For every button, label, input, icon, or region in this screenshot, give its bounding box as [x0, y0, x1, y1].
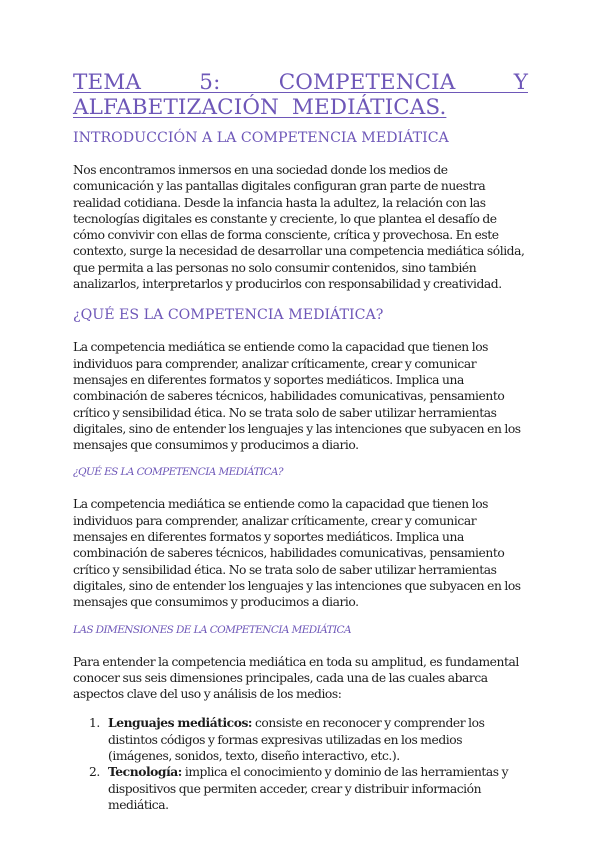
what-subheading: ¿QUÉ ES LA COMPETENCIA MEDIÁTICA? — [73, 466, 283, 479]
document-title: TEMA 5: COMPETENCIA Y ALFABETIZACIÓN MEDIÁTICAS. — [73, 70, 528, 120]
spacer — [73, 702, 528, 715]
intro-heading: INTRODUCCIÓN A LA COMPETENCIA MEDIÁTICA — [73, 130, 449, 146]
list-item — [73, 764, 528, 813]
spacer — [73, 453, 528, 465]
spacer — [73, 479, 528, 496]
spacer — [73, 324, 528, 339]
document-page — [73, 70, 528, 813]
what-paragraph: La competencia mediática se entiende como la capacidad que tienen los individuos para comprender, analizar críticamente, crear y comunicar mensajes en diferentes formatos y soportes mediáticos. Implica una combinación de saberes técnicos, habilidades comunicativas, pensamiento crítico y sensibilidad ética. No se trata solo de saber utilizar herramientas digitales, sino de entender los lenguajes y las intenciones que subyacen en los mensajes que consumimos y producimos a diario. — [73, 340, 521, 453]
dimensions-paragraph: Para entender la competencia mediática en toda su amplitud, es fundamental conocer sus seis dimensiones principales, cada una de las cuales abarca aspectos clave del uso y análisis de los medios: — [73, 654, 519, 702]
spacer — [73, 292, 528, 306]
list-item-number: 2. — [89, 765, 100, 780]
list-item-text: implica el conocimiento y dominio de las herramientas y dispositivos que permiten acceder, crear y distribuir información mediática. — [108, 765, 509, 812]
list-item-term: Lenguajes mediáticos: — [108, 715, 253, 731]
list-item-number: 1. — [89, 716, 100, 731]
what-heading: ¿QUÉ ES LA COMPETENCIA MEDIÁTICA? — [73, 307, 384, 324]
dimensions-list — [73, 715, 528, 813]
dimensions-subheading: LAS DIMENSIONES DE LA COMPETENCIA MEDIÁTICA — [73, 623, 351, 636]
what-paragraph-repeat: La competencia mediática se entiende como la capacidad que tienen los individuos para comprender, analizar críticamente, crear y comunicar mensajes en diferentes formatos y soportes mediáticos. Implica una combinación de saberes técnicos, habilidades comunicativas, pensamiento crítico y sensibilidad ética. No se trata solo de saber utilizar herramientas digitales, sino de entender los lenguajes y las intenciones que subyacen en los mensajes que consumimos y producimos a diario. — [73, 497, 521, 610]
list-item-term: Tecnología: — [108, 764, 182, 780]
spacer — [73, 147, 528, 162]
spacer — [73, 637, 528, 654]
list-item-text: consiste en reconocer y comprender los distintos códigos y formas expresivas utilizadas en los medios (imágenes, sonidos, texto, diseño interactivo, etc.). — [108, 716, 485, 764]
intro-paragraph: Nos encontramos inmersos en una sociedad donde los medios de comunicación y las pantallas digitales configuran gran parte de nuestra realidad cotidiana. Desde la infancia hasta la adultez, la relación con las tecnologías digitales es constante y creciente, lo que plantea el desafío de cómo convivir con ellas de forma consciente, crítica y provechosa. En este contexto, surge la necesidad de desarrollar una competencia mediática sólida, que permita a las personas no solo consumir contenidos, sino también analizarlos, interpretarlos y producirlos con responsabilidad y creatividad. — [73, 163, 525, 292]
spacer — [73, 611, 528, 623]
list-item — [73, 715, 528, 764]
